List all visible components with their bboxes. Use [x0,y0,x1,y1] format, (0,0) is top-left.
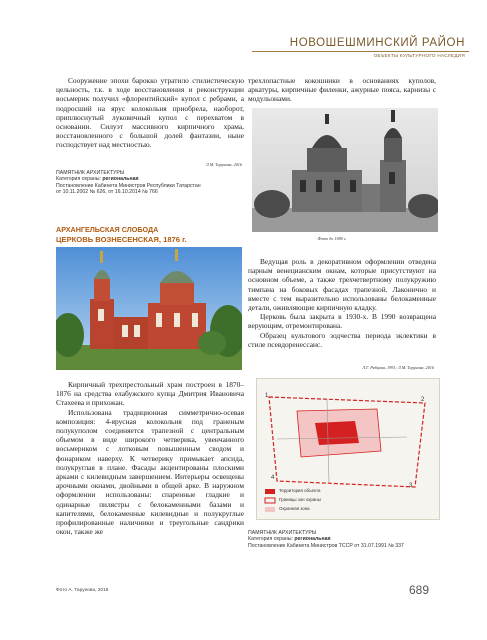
section-header-subtitle: ОБЪЕКТЫ КУЛЬТУРНОГО НАСЛЕДИЯ [373,53,465,58]
protection-zone-map [256,378,440,520]
monument-type: ПАМЯТНИК АРХИТЕКТУРЫ [56,170,125,176]
intro-paragraph: Сооружение эпохи барокко утратило стилистическую цельность, т.к. в ходе восстановления и реконструкции восьмерик получил «флорентийский» купол с ребрами, а подросший на ярус колокольня приобрела, наоборот, приплюснутый луковичный купол с перехватом в основании. Силуэт массивного кирпичного храма, восстановленного с большой долей фантазии, ныне господствует над местностью. [56,76,244,150]
church-color-photo [56,247,242,370]
historic-church-photo [252,108,438,232]
right-top-text [248,76,436,104]
style-paragraph: Образец культового зодчества периода эклектики в стиле псевдоренессанс. [248,330,436,349]
map-marker-1: 1 [265,393,269,399]
map-legend-2: Границы зон охраны [279,497,321,502]
intro-credit: Л.М. Тарунова, 2016 [205,162,242,167]
map-marker-2: 2 [421,397,425,403]
right-top-paragraph: трехлопастные кокошники в основаниях куполов, аркатуры, кирпичные филенки, ажурные пояса, карнизы с модульонами. [248,76,436,104]
intro-text [56,76,244,150]
decree-line-1: Постановление Кабинета Министров Республики Татарстан [56,182,201,189]
historic-photo-caption: Фото до 1980 г. [317,236,347,241]
monument-type-2: ПАМЯТНИК АРХИТЕКТУРЫ [248,530,317,536]
construction-paragraph: Кирпичный трехпрестольный храм построен в 1870–1876 на средства елабужского купца Дмитрия Ивановича Стахеева и прихожан. [56,380,244,408]
map-legend-1: Территория объекта [279,488,321,493]
protection-category: Категория охраны: региональная [56,176,139,183]
map-marker-4: 4 [271,475,275,481]
photo-credit: Фото А. Тарунова, 2016 [56,588,109,593]
protection-category-2: Категория охраны: региональная [248,536,331,543]
history-paragraph: Церковь была закрыта в 1930-х. В 1990 возвращена верующим, отремонтирована. [248,312,436,331]
monument-info-2 [248,530,448,549]
map-marker-3: 3 [409,483,413,489]
right-mid-credit: Л.Г. Рябцова, 1991; Л.М. Тарунова, 2016 [362,365,434,370]
composition-paragraph: Использована традиционная симметрично-осевая композиция: 4-ярусная колокольня под граненым полукуполом соединяется трапезной с центральным объемом в виде широкого четверика, увенчанного восьмериком с лотковым повышенным сводом и фонариком наверху. К четверику примыкает апсида, полукруглая в плане. Фасады акцентированы плоскими арками с килевидным завершением. Интерьеры освещены арочными окнами, двойными в общей арке. В наружном оформлении использованы: спаренные гладкие и одинарные пилястры с белокаменными базами и капителями, белокаменные килевидные и полукруглые профилированные наличники и треугольные сандрики окон, также же [56,407,244,537]
decor-paragraph: Ведущая роль в декоративном оформлении отведена парным венецианским окнам, которые присутствуют на основном объеме, а также трехчетвертному полукружию тимпана на боковых фасадах трапезной. Лаконично и вместе с тем выразительно использованы белокаменные детали, оживляющие кирпичную кладку. [248,257,436,313]
header-divider [252,51,469,52]
decree-line-3: Постановление Кабинета Министров ТССР от 31.07.1991 № 337 [248,542,404,549]
village-name: АРХАНГЕЛЬСКАЯ СЛОБОДА [56,225,159,234]
left-bottom-text [56,380,244,536]
map-legend-3: Охранная зона [279,506,310,511]
monument-info-1 [56,170,246,196]
section-header-title: НОВОШЕШМИНСКИЙ РАЙОН [289,37,465,49]
page-number: 689 [408,583,429,597]
decree-line-2: от 10.11.2002 № 626, от 16.10.2014 № 766 [56,189,158,196]
right-mid-text [248,257,436,349]
church-title: ЦЕРКОВЬ ВОЗНЕСЕНСКАЯ, 1876 г. [56,235,187,244]
